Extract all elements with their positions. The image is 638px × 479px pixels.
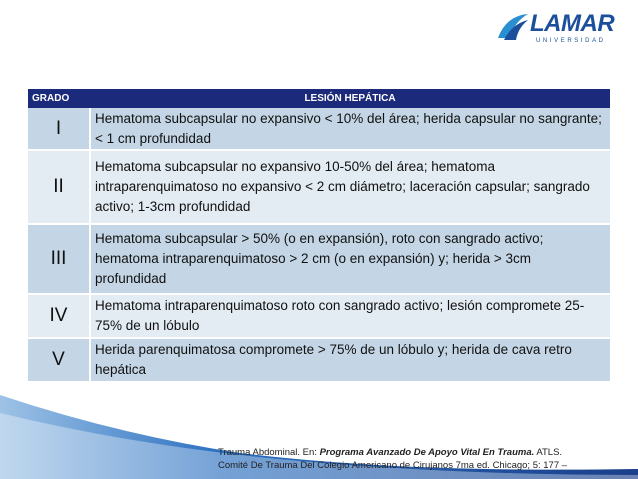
grade-cell: II (28, 150, 90, 224)
table-row (28, 150, 610, 224)
citation-line-2: Comité De Trauma Del Colegio Americano de Cirujanos 7ma ed. Chicago; 5: 177 – (218, 460, 568, 471)
citation-line-1 (218, 446, 628, 459)
citation-title: Programa Avanzado De Apoyo Vital En Trauma. (319, 447, 535, 458)
logo-wordmark: LAMAR (530, 10, 615, 37)
table-row (28, 294, 610, 338)
logo-subtitle: UNIVERSIDAD (536, 38, 606, 44)
citation-suffix: ATLS. (534, 447, 563, 458)
table-row (28, 338, 610, 382)
grade-cell: III (28, 224, 90, 294)
grade-cell: I (28, 108, 90, 150)
table-header-row (28, 89, 610, 108)
description-cell: Herida parenquimatosa compromete > 75% de un lóbulo y; herida de cava retro hepática (90, 338, 610, 382)
description-cell: Hematoma subcapsular no expansivo < 10% del área; herida capsular no sangrante; < 1 cm profundidad (90, 108, 610, 150)
table-row (28, 108, 610, 150)
header-grado: GRADO (28, 89, 90, 108)
description-cell: Hematoma subcapsular > 50% (o en expansión), roto con sangrado activo; hematoma intraparenquimatoso > 2 cm (o en expansión) y; herida > 3cm profundidad (90, 224, 610, 294)
citation-prefix: Trauma Abdominal. En: (218, 447, 320, 458)
grade-cell: V (28, 338, 90, 382)
citation (218, 446, 628, 472)
lamar-logo-icon (496, 12, 530, 42)
grade-cell: IV (28, 294, 90, 338)
description-cell: Hematoma intraparenquimatoso roto con sangrado activo; lesión compromete 25-75% de un lóbulo (90, 294, 610, 338)
liver-injury-grade-table (28, 89, 610, 383)
table-row (28, 224, 610, 294)
header-lesion-hepatica: LESIÓN HEPÁTICA (90, 89, 610, 108)
university-logo (496, 10, 616, 50)
description-cell: Hematoma subcapsular no expansivo 10-50% del área; hematoma intraparenquimatoso no expansivo < 2 cm diámetro; laceración capsular; sangrado activo; 1-3cm profundidad (90, 150, 610, 224)
